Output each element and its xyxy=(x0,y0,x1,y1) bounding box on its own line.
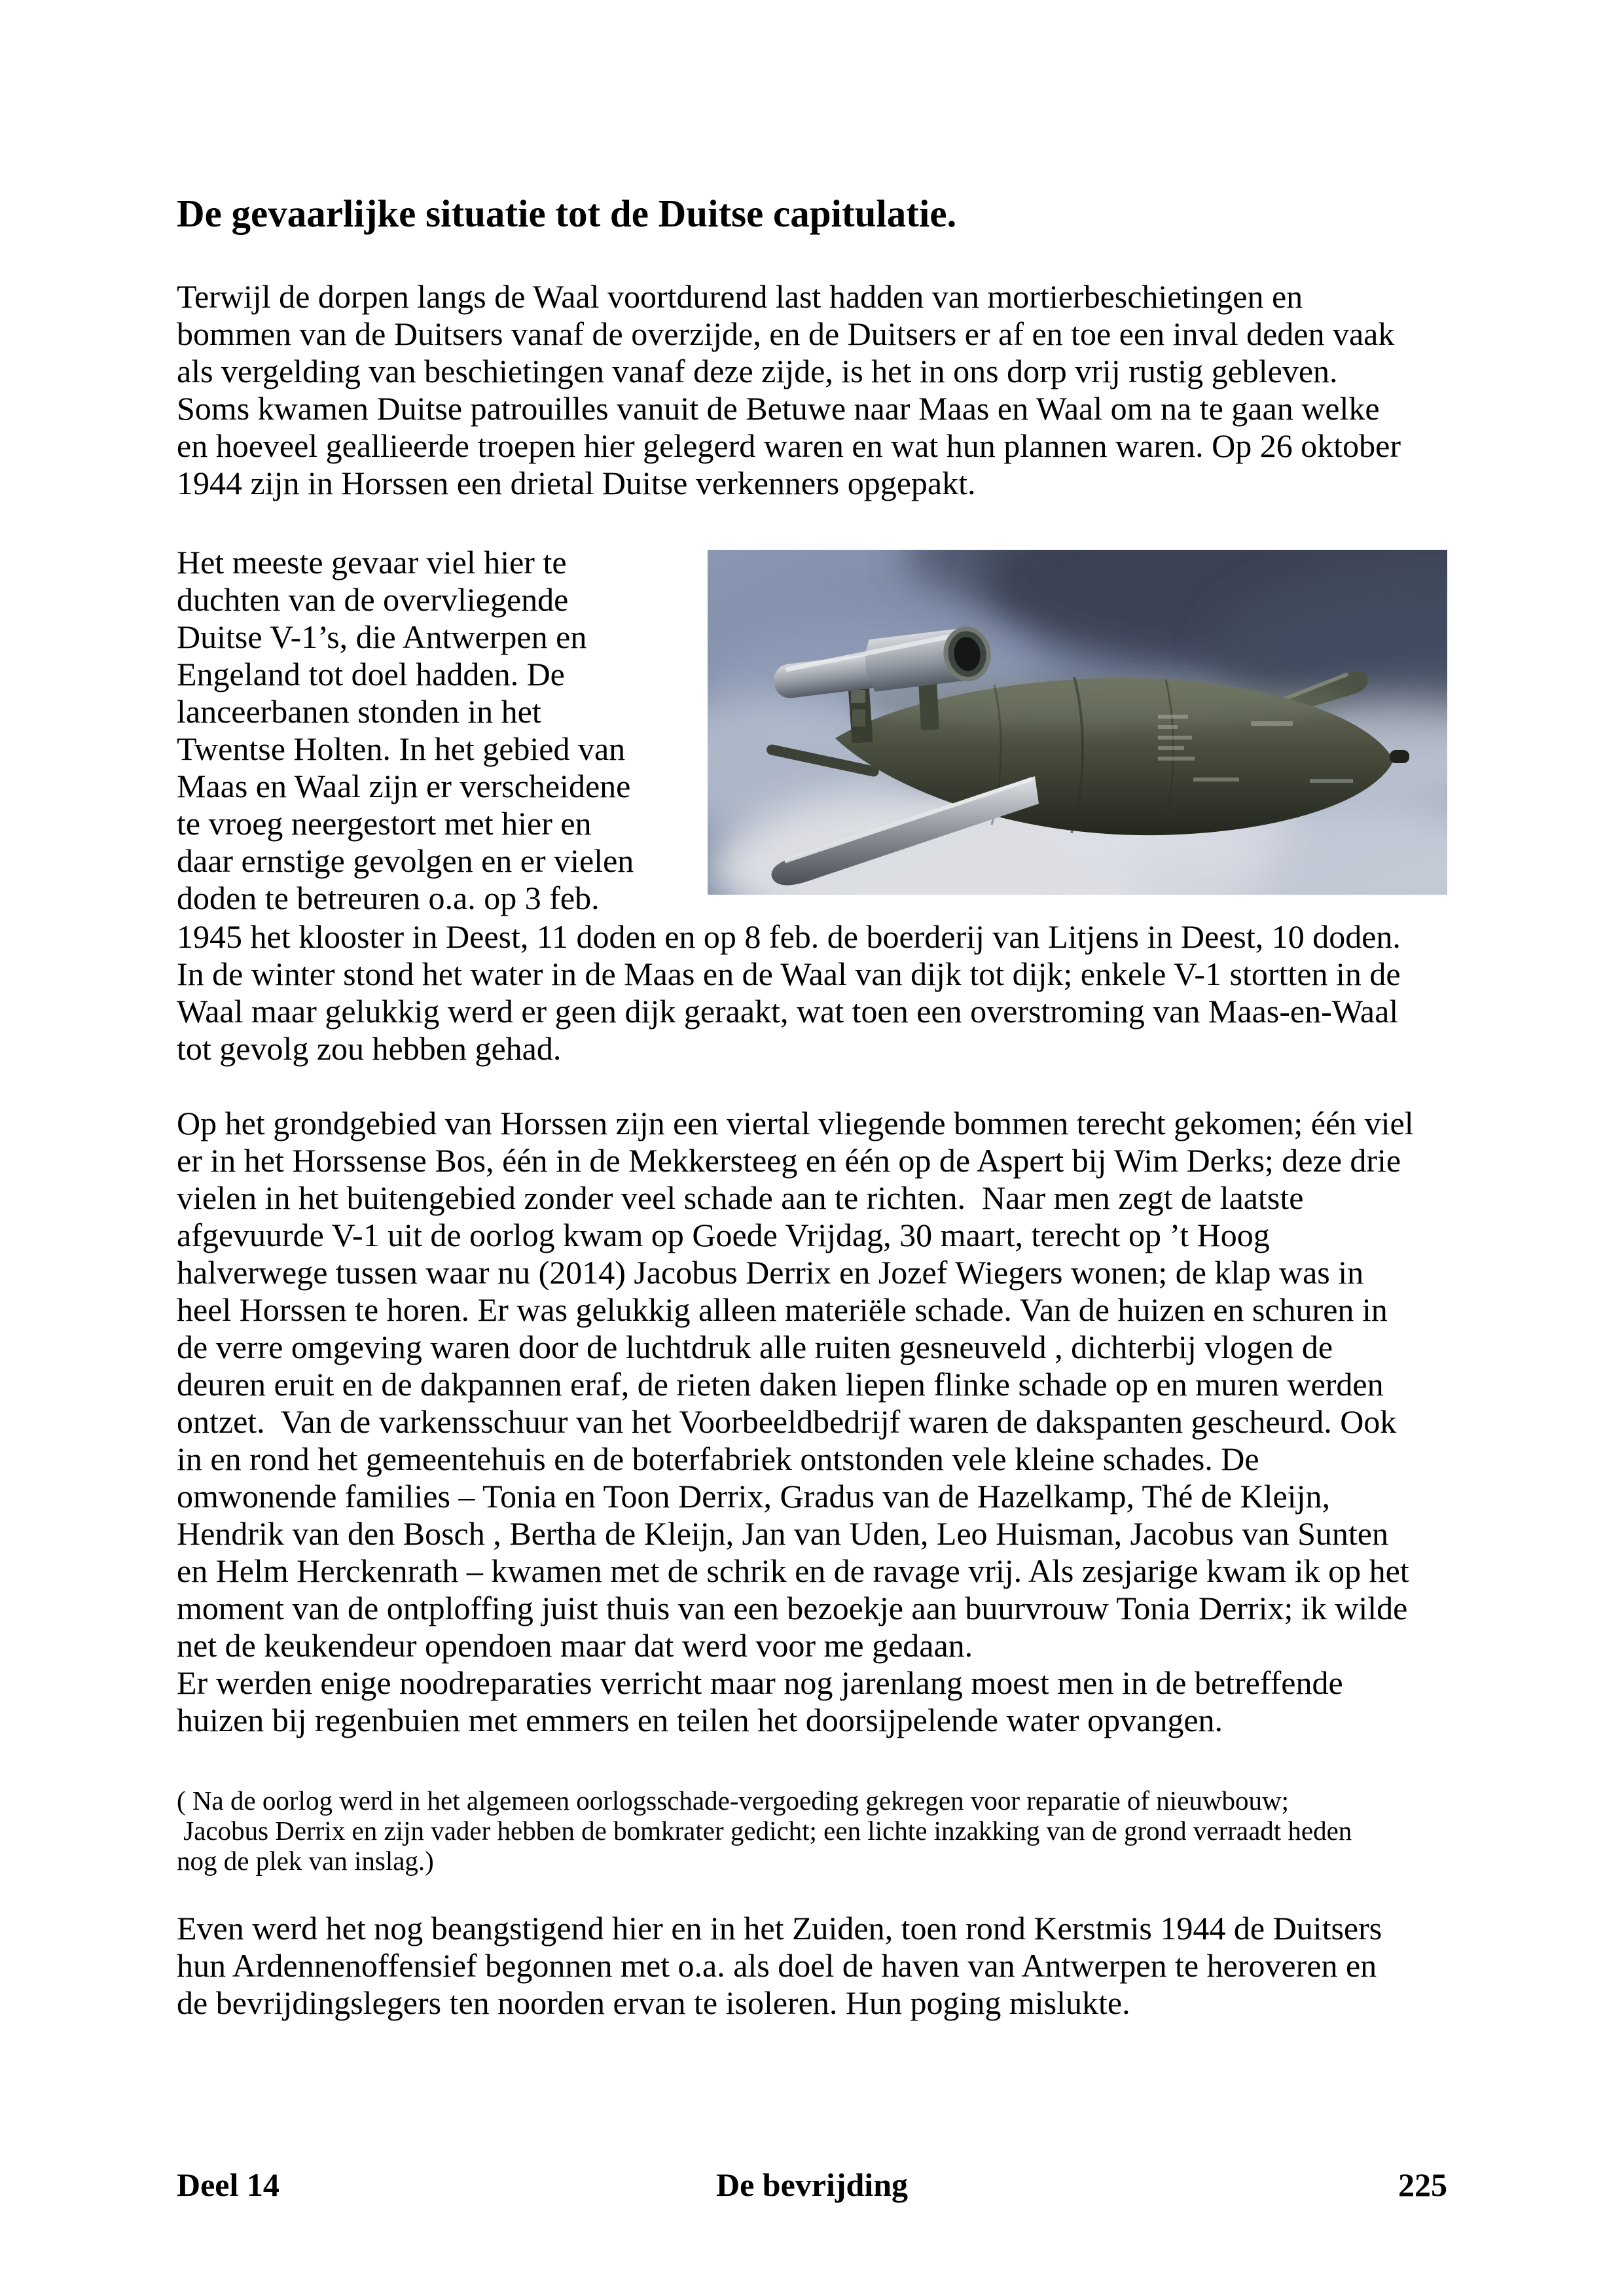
text-line: Terwijl de dorpen langs de Waal voortdurend last hadden van mortierbeschietingen en xyxy=(177,278,1303,315)
footer-page-number: 225 xyxy=(1398,2166,1447,2203)
text-line: ( Na de oorlog werd in het algemeen oorlogsschade-vergoeding gekregen voor reparatie of nieuwbouw; xyxy=(177,1785,1289,1816)
text-line: vielen in het buitengebied zonder veel schade aan te richten. Naar men zegt de laatste xyxy=(177,1179,1304,1216)
text-line: heel Horssen te horen. Er was gelukkig alleen materiële schade. Van de huizen en schuren in xyxy=(177,1291,1388,1328)
v1-missile-illustration xyxy=(708,550,1447,895)
text-line: tot gevolg zou hebben gehad. xyxy=(177,1030,562,1067)
text-line: hun Ardennenoffensief begonnen met o.a. als doel de haven van Antwerpen te heroveren en xyxy=(177,1947,1377,1984)
text-line: en Helm Herckenrath – kwamen met de schrik en de ravage vrij. Als zesjarige kwam ik op het xyxy=(177,1552,1409,1589)
text-line: lanceerbanen stonden in het xyxy=(177,693,541,730)
text-line: Soms kwamen Duitse patrouilles vanuit de Betuwe naar Maas en Waal om na te gaan welke xyxy=(177,390,1380,427)
page-title: De gevaarlijke situatie tot de Duitse capitulatie. xyxy=(177,192,957,235)
paragraph-ardennes-offensive xyxy=(177,1910,1447,2022)
paragraph-v1-left-column xyxy=(177,544,686,917)
text-line: nog de plek van inslag.) xyxy=(177,1846,434,1876)
text-line: en hoeveel geallieerde troepen hier gelegerd waren en wat hun plannen waren. Op 26 oktober xyxy=(177,427,1401,464)
text-line: bommen van de Duitsers vanaf de overzijde, en de Duitsers er af en toe een inval deden vaak xyxy=(177,315,1395,352)
text-line: huizen bij regenbuien met emmers en teilen het doorsijpelende water opvangen. xyxy=(177,1702,1223,1738)
paragraph-horssen-bombs xyxy=(177,1105,1447,1739)
text-line: Er werden enige noodreparaties verricht maar nog jarenlang moest men in de betreffende xyxy=(177,1664,1343,1701)
text-line: als vergelding van beschietingen vanaf deze zijde, is het in ons dorp vrij rustig gebleven. xyxy=(177,353,1338,389)
text-line: Op het grondgebied van Horssen zijn een viertal vliegende bommen terecht gekomen; één viel xyxy=(177,1105,1414,1141)
paragraph-intro xyxy=(177,278,1447,502)
text-line: deuren eruit en de dakpannen eraf, de rieten daken liepen flinke schade op en muren werden xyxy=(177,1366,1384,1403)
text-line: net de keukendeur opendoen maar dat werd voor me gedaan. xyxy=(177,1627,973,1664)
text-line: duchten van de overvliegende xyxy=(177,581,569,618)
text-line: doden te betreuren o.a. op 3 feb. xyxy=(177,880,600,916)
text-line: Engeland tot doel hadden. De xyxy=(177,656,565,692)
footer-part-label: Deel 14 xyxy=(177,2166,280,2203)
page-footer xyxy=(177,2166,1447,2204)
text-line: Maas en Waal zijn er verscheidene xyxy=(177,768,631,804)
text-line: Het meeste gevaar viel hier te xyxy=(177,544,567,581)
text-line: afgevuurde V-1 uit de oorlog kwam op Goede Vrijdag, 30 maart, terecht op ’t Hoog xyxy=(177,1217,1270,1253)
text-line: ontzet. Van de varkensschuur van het Voorbeeldbedrijf waren de dakspanten gescheurd. Ook xyxy=(177,1403,1397,1440)
paragraph-war-damage-note xyxy=(177,1785,1447,1876)
text-line: Even werd het nog beangstigend hier en in het Zuiden, toen rond Kerstmis 1944 de Duitsers xyxy=(177,1910,1382,1946)
text-line: Twentse Holten. In het gebied van xyxy=(177,730,626,767)
text-line: er in het Horssense Bos, één in de Mekkersteeg en één op de Aspert bij Wim Derks; deze drie xyxy=(177,1142,1401,1179)
paragraph-v1-continued xyxy=(177,918,1447,1067)
text-line: in en rond het gemeentehuis en de boterfabriek ontstonden vele kleine schades. De xyxy=(177,1441,1259,1477)
text-line: de verre omgeving waren door de luchtdruk alle ruiten gesneuveld , dichterbij vlogen de xyxy=(177,1329,1333,1365)
text-line: 1945 het klooster in Deest, 11 doden en op 8 feb. de boerderij van Litjens in Deest, 10 doden. xyxy=(177,918,1401,955)
text-line: Hendrik van den Bosch , Bertha de Kleijn, Jan van Uden, Leo Huisman, Jacobus van Sunten xyxy=(177,1515,1388,1552)
text-line: moment van de ontploffing juist thuis van een bezoekje aan buurvrouw Tonia Derrix; ik wilde xyxy=(177,1590,1408,1626)
text-line: omwonende families – Tonia en Toon Derrix, Gradus van de Hazelkamp, Thé de Kleijn, xyxy=(177,1478,1330,1515)
text-line: halverwege tussen waar nu (2014) Jacobus Derrix en Jozef Wiegers wonen; de klap was in xyxy=(177,1254,1364,1291)
text-line: 1944 zijn in Horssen een drietal Duitse verkenners opgepakt. xyxy=(177,465,976,501)
text-line: Duitse V-1’s, die Antwerpen en xyxy=(177,619,587,655)
text-line: te vroeg neergestort met hier en xyxy=(177,805,592,842)
v1-flying-bomb-photo xyxy=(708,550,1447,895)
text-line: In de winter stond het water in de Maas en de Waal van dijk tot dijk; enkele V-1 stortten in de xyxy=(177,956,1401,992)
text-line: daar ernstige gevolgen en er vielen xyxy=(177,842,634,879)
footer-chapter-label: De bevrijding xyxy=(715,2166,909,2203)
media-row xyxy=(177,544,1447,917)
text-line: Waal maar gelukkig werd er geen dijk geraakt, wat toen een overstroming van Maas-en-Waal xyxy=(177,993,1399,1030)
text-line: Jacobus Derrix en zijn vader hebben de bomkrater gedicht; een lichte inzakking van de grond verraadt heden xyxy=(177,1816,1352,1846)
text-line: de bevrijdingslegers ten noorden ervan te isoleren. Hun poging mislukte. xyxy=(177,1984,1130,2021)
